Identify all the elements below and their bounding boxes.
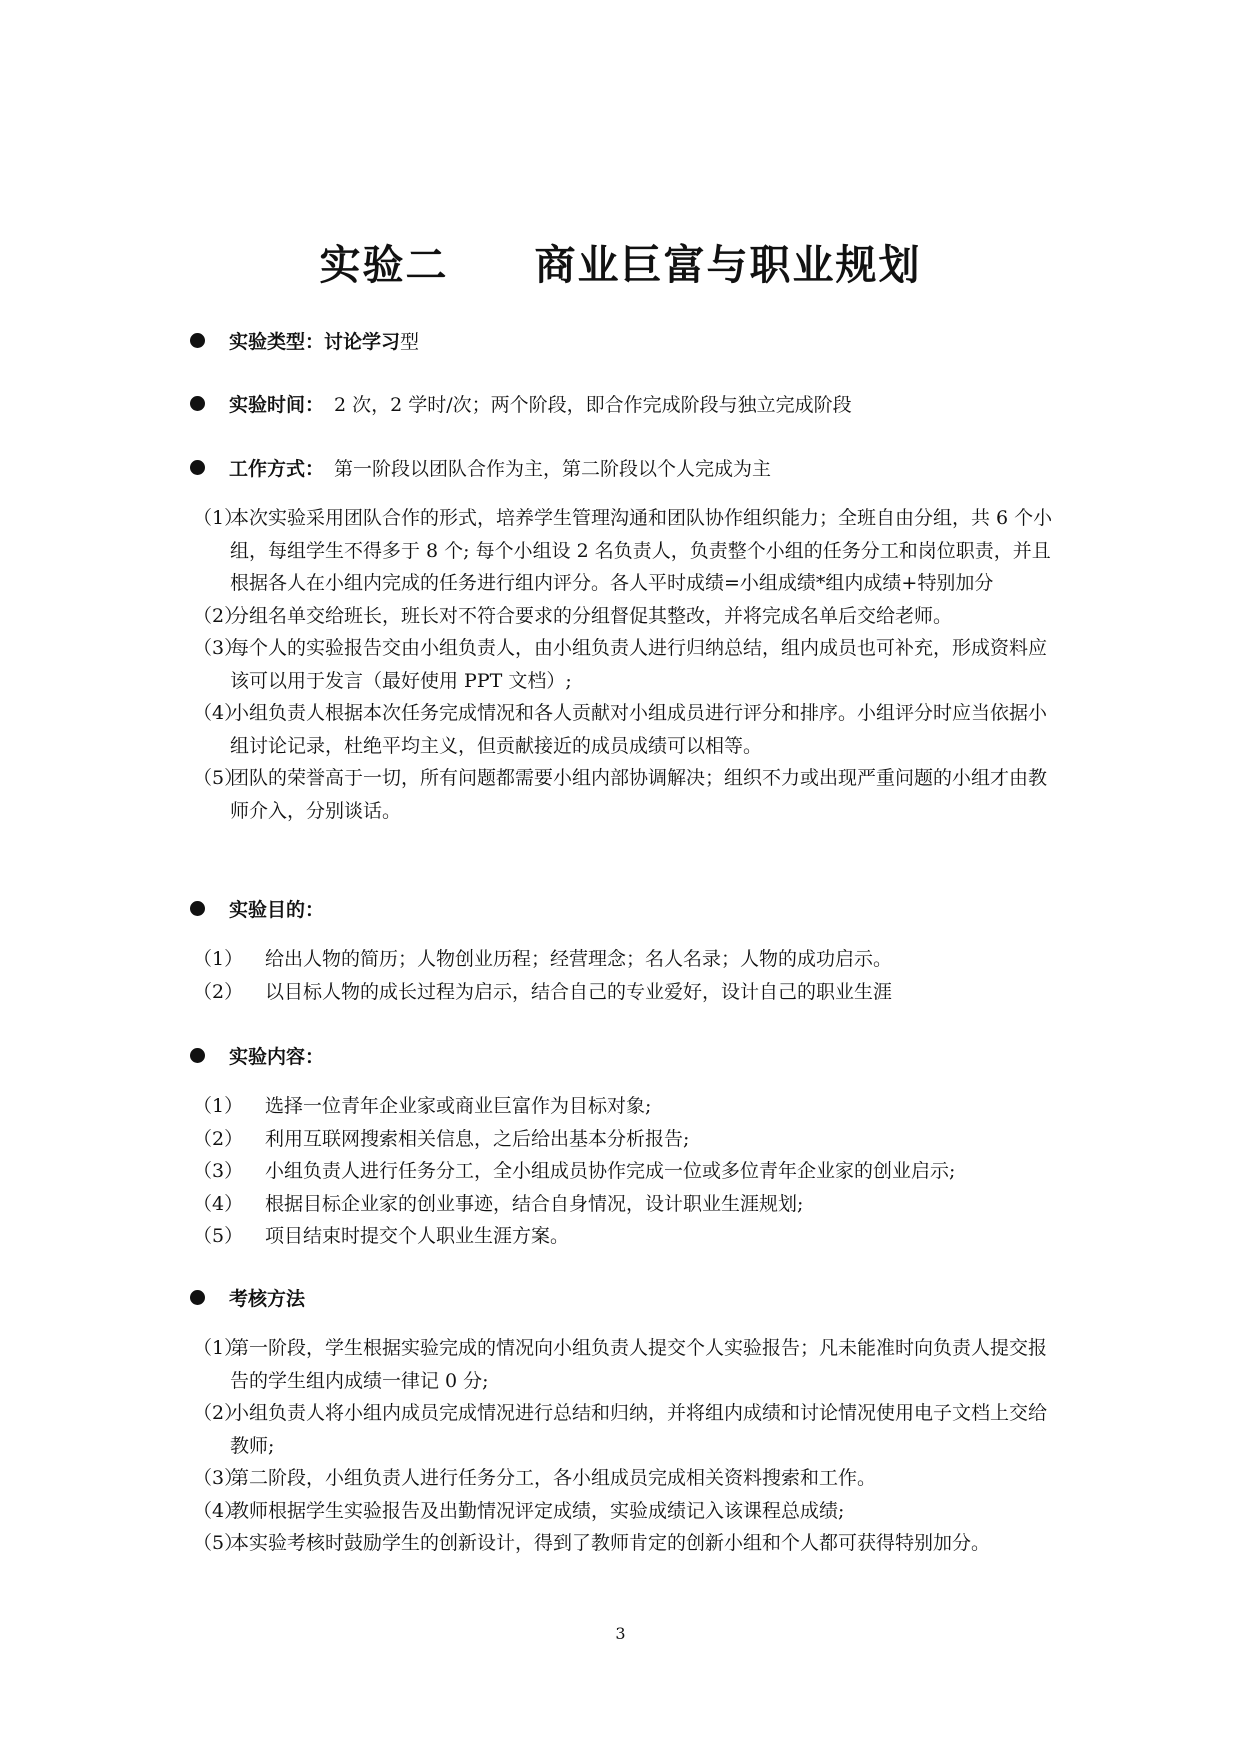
list-item	[193, 697, 1063, 762]
section-experiment-type	[190, 325, 419, 355]
purpose-list	[193, 943, 1063, 1008]
content-label: 实验内容：	[229, 1045, 325, 1068]
experiment-type-value: 型	[400, 330, 420, 353]
bullet-icon	[190, 1048, 205, 1063]
section-content	[190, 1040, 324, 1070]
bullet-icon	[190, 460, 205, 475]
item-number: （3）	[193, 637, 244, 659]
item-number: （3）	[193, 1467, 244, 1489]
list-item	[193, 1397, 1063, 1462]
item-text: 小组负责人进行任务分工，全小组成员协作完成一位或多位青年企业家的创业启示;	[265, 1160, 956, 1182]
page-title: 实验二 商业巨富与职业规划	[319, 241, 922, 289]
assessment-label: 考核方法	[229, 1287, 306, 1310]
page-number: 3	[615, 1624, 626, 1643]
item-text: 第二阶段，小组负责人进行任务分工，各小组成员完成相关资料搜索和工作。	[230, 1467, 877, 1489]
section-purpose	[190, 893, 324, 923]
item-number: （2）	[193, 980, 244, 1003]
work-mode-label: 工作方式：	[229, 457, 325, 480]
item-text: 团队的荣誉高于一切，所有问题都需要小组内部协调解决；组织不力或出现严重问题的小组才由教师介入，分别谈话。	[230, 767, 1048, 822]
item-text: 小组负责人根据本次任务完成情况和各人贡献对小组成员进行评分和排序。小组评分时应当依据小组讨论记录，杜绝平均主义，但贡献接近的成员成绩可以相等。	[230, 702, 1048, 757]
experiment-time-value: 2 次，2 学时/次；两个阶段，即合作完成阶段与独立完成阶段	[334, 393, 852, 416]
item-text: 本次实验采用团队合作的形式，培养学生管理沟通和团队协作组织能力；全班自由分组，共 6 个小组，每组学生不得多于 8 个; 每个小组设 2 名负责人，负责整个小组的任务分工和岗位职责，并且根据各人在小组内完成的任务进行组内评分。各人平时成绩=小组成绩*组内成绩+特别加分	[230, 507, 1053, 594]
item-text: 第一阶段，学生根据实验完成的情况向小组负责人提交个人实验报告；凡未能准时向负责人提交报告的学生组内成绩一律记 0 分;	[230, 1337, 1048, 1392]
item-number: （1）	[193, 1095, 244, 1117]
bullet-icon	[190, 901, 205, 916]
work-mode-list	[193, 502, 1063, 827]
item-text: 给出人物的简历；人物创业历程；经营理念；名人名录；人物的成功启示。	[265, 948, 893, 970]
list-item	[193, 1090, 1063, 1123]
item-number: （5）	[193, 767, 244, 789]
content-list	[193, 1090, 1063, 1253]
item-number: （1）	[193, 507, 244, 529]
experiment-type-label: 实验类型：讨论学习	[229, 330, 401, 353]
item-text: 分组名单交给班长，班长对不符合要求的分组督促其整改，并将完成名单后交给老师。	[230, 604, 953, 627]
item-number: （1）	[193, 948, 244, 970]
list-item	[193, 976, 1063, 1009]
list-item	[193, 1188, 1063, 1221]
list-item	[193, 762, 1063, 827]
work-mode-value: 第一阶段以团队合作为主，第二阶段以个人完成为主	[334, 457, 772, 480]
item-text: 项目结束时提交个人职业生涯方案。	[265, 1225, 570, 1247]
list-item	[193, 1332, 1063, 1397]
list-item	[193, 1495, 1063, 1528]
item-number: （1）	[193, 1337, 244, 1359]
item-text: 每个人的实验报告交由小组负责人，由小组负责人进行归纳总结，组内成员也可补充，形成资料应该可以用于发言（最好使用 PPT 文档）;	[230, 637, 1048, 692]
section-assessment	[190, 1282, 305, 1312]
list-item	[193, 600, 1063, 633]
list-item	[193, 943, 1063, 976]
item-number: （4）	[193, 702, 244, 724]
bullet-icon	[190, 1290, 205, 1305]
purpose-label: 实验目的：	[229, 898, 325, 921]
item-number: （2）	[193, 1127, 244, 1150]
section-experiment-time	[190, 388, 852, 418]
item-number: （5）	[193, 1225, 244, 1247]
item-text: 本实验考核时鼓励学生的创新设计，得到了教师肯定的创新小组和个人都可获得特别加分。	[230, 1532, 991, 1554]
list-item	[193, 1527, 1063, 1560]
experiment-time-label: 实验时间：	[229, 393, 325, 416]
section-work-mode	[190, 452, 771, 482]
item-text: 利用互联网搜索相关信息，之后给出基本分析报告;	[265, 1127, 690, 1150]
list-item	[193, 632, 1063, 697]
item-text: 以目标人物的成长过程为启示，结合自己的专业爱好，设计自己的职业生涯	[265, 980, 893, 1003]
item-number: （3）	[193, 1160, 244, 1182]
assessment-list	[193, 1332, 1063, 1560]
list-item	[193, 1155, 1063, 1188]
list-item	[193, 1220, 1063, 1253]
bullet-icon	[190, 333, 205, 348]
item-number: （4）	[193, 1499, 244, 1522]
list-item	[193, 502, 1063, 600]
item-text: 教师根据学生实验报告及出勤情况评定成绩，实验成绩记入该课程总成绩;	[230, 1499, 845, 1522]
item-number: （2）	[193, 1402, 244, 1424]
bullet-icon	[190, 396, 205, 411]
item-number: （2）	[193, 604, 244, 627]
item-text: 小组负责人将小组内成员完成情况进行总结和归纳，并将组内成绩和讨论情况使用电子文档上交给教师;	[230, 1402, 1048, 1457]
item-number: （5）	[193, 1532, 244, 1554]
item-text: 根据目标企业家的创业事迹，结合自身情况，设计职业生涯规划;	[265, 1192, 804, 1215]
item-number: （4）	[193, 1192, 244, 1215]
list-item	[193, 1123, 1063, 1156]
list-item	[193, 1462, 1063, 1495]
item-text: 选择一位青年企业家或商业巨富作为目标对象;	[265, 1095, 652, 1117]
